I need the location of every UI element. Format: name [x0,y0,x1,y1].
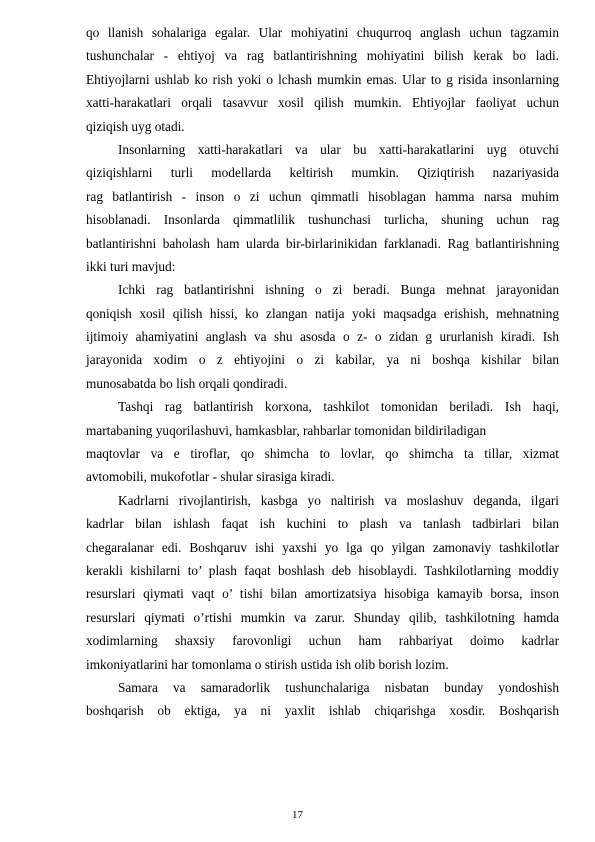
text-line: maqtovlar va e tiroflar, qo shimcha to lovlar, qo shimcha ta tillar, xizmat [86,446,559,462]
text-line: kerakli kishilarni to’ plash faqat boshlash deb hisoblaydi. Tashkilotlarning moddiy [86,562,559,578]
text-line: Tashqi rag batlantirish korxona, tashkilot tomonidan beriladi. Ish haqi, [118,399,559,415]
text-line: ijtimoiy ahamiyatini anglash va shu asosda o z- o zidan g ururlanish kiradi. Ish [86,329,559,345]
document-body [86,21,559,723]
text-line: kadrlar bilan ishlash faqat ish kuchini to plash va tanlash tadbirlari bilan [86,516,559,532]
text-line: martabaning yuqorilashuvi, hamkasblar, rahbarlar tomonidan bildiriladigan [86,422,487,438]
text-line: xodimlarning shaxsiy farovonligi uchun ham rahbariyat doimo kadrlar [86,633,559,649]
text-line: avtomobili, mukofotlar - shular sirasiga kiradi. [86,469,335,485]
text-line: xatti-harakatlari orqali tasavvur xosil qilish mumkin. Ehtiyojlar faoliyat uchun [86,95,559,111]
text-line: resurslari qiymati vaqt o’ tishi bilan amortizatsiya hisobiga kamayib borsa, inson [86,586,559,602]
text-line: resurslari qiymati o’rtishi mumkin va zarur. Shunday qilib, tashkilotning hamda [86,609,559,625]
text-line: tushunchalar - ehtiyoj va rag batlantirishning mohiyatini bilish kerak bo ladi. [86,48,559,64]
text-line: imkoniyatlarini har tomonlama o stirish ustida ish olib borish lozim. [86,656,449,672]
text-line: Kadrlarni rivojlantirish, kasbga yo naltirish va moslashuv deganda, ilgari [118,492,559,508]
text-line: jarayonida xodim o z ehtiyojini o zi kabilar, ya ni boshqa kishilar bilan [86,352,559,368]
text-line: batlantirishni baholash ham ularda bir-birlarinikidan farklanadi. Rag batlantirishning [86,235,559,251]
text-line: qo llanish sohalariga egalar. Ular mohiyatini chuqurroq anglash uchun tagzamin [86,25,559,40]
text-line: qiziqishlarni turli modellarda keltirish mumkin. Qiziqtirish nazariyasida [86,165,559,181]
text-line: ikki turi mavjud: [86,258,176,274]
text-line: chegaralanar edi. Boshqaruv ishi yaxshi yo lga qo yilgan zamonaviy tashkilotlar [86,539,559,555]
text-line: boshqarish ob ektiga, ya ni yaxlit ishlab chiqarishga xosdir. Boshqarish [86,703,559,719]
text-line: hisoblanadi. Insonlarda qimmatlilik tushunchasi turlicha, shuning uchun rag [86,212,559,228]
text-line: munosabatda bo lish orqali qondiradi. [86,375,288,391]
page-number: 17 [292,809,303,821]
text-line: Samara va samaradorlik tushunchalariga nisbatan bunday yondoshish [118,679,559,695]
text-line: rag batlantirish - inson o zi uchun qimmatli hisoblagan hamma narsa muhim [86,188,559,204]
text-line: qiziqish uyg otadi. [86,118,185,134]
text-line: Insonlarning xatti-harakatlari va ular bu xatti-harakatlarini uyg otuvchi [118,141,559,157]
text-line: Ichki rag batlantirishni ishning o zi beradi. Bunga mehnat jarayonidan [118,282,559,298]
text-line: qoniqish xosil qilish hissi, ko zlangan natija yoki maqsadga erishish, mehnatning [86,305,559,321]
text-line: Ehtiyojlarni ushlab ko rish yoki o lchash mumkin emas. Ular to g risida insonlarning [86,71,559,87]
